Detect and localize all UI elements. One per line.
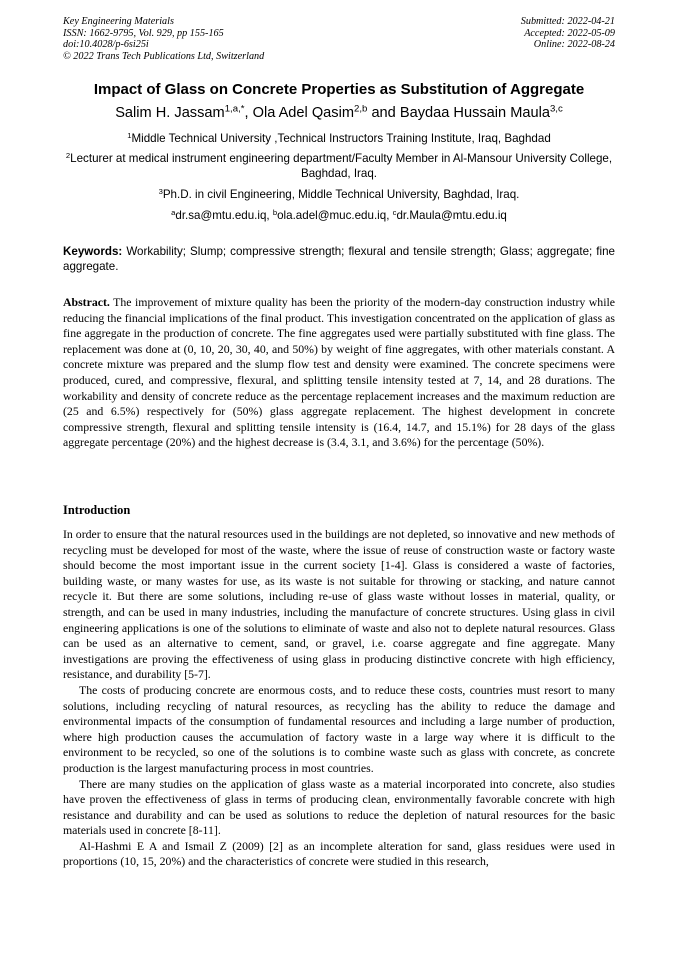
journal-header-left: [63, 16, 383, 62]
author-separator: ,: [244, 105, 253, 121]
abstract-section: [63, 295, 615, 451]
keywords-section: [63, 244, 615, 274]
author-affiliation-marker: 1,a,*: [224, 103, 245, 115]
author-name: Baydaa Hussain Maula: [399, 105, 550, 121]
issn-line: ISSN: 1662-9795, Vol. 929, pp 155-165: [63, 27, 224, 39]
online-date: Online: 2022-08-24: [533, 39, 615, 51]
email-link[interactable]: dr.sa@mtu.edu.iq,: [175, 209, 273, 222]
keywords-text: Workability; Slump; compressive strength; flexural and tensile strength; Glass; aggregate; fine aggregate.: [63, 245, 615, 273]
copyright-line: © 2022 Trans Tech Publications Ltd, Switzerland: [63, 50, 265, 62]
keywords-label: Keywords:: [63, 245, 123, 258]
affiliation-3: [63, 187, 615, 202]
abstract-label: Abstract.: [63, 295, 110, 309]
paragraph: In order to ensure that the natural resources used in the buildings are not depleted, so innovative and new methods of recycling must be developed for most of the waste, where the issue of reuse of construction waste or factory waste should become the most important issue in the current society [1-4]. Glass is considered a waste of factories, building waste, or many wastes for use, as its waste is not suitable for throwing or stacking, and nature cannot recycle it. But there are some solutions, including re-use of glass waste without losses in material, quality, or strength, and can be used in many industries, including the manufacture of concrete structures. Using glass in civil engineering applications is one of the solutions to eliminate of waste and also not to deplete natural resources. Glass can be used as an alternative to cement, sand, or gravel, i.e. coarse aggregate and fine aggregate. Many investigations are proving the effectiveness of using glass in producing distinctive concrete with high efficiency, resistance, and durability [5-7].: [63, 527, 615, 682]
affiliation-2: [63, 151, 615, 181]
journal-name: Key Engineering Materials: [63, 16, 174, 27]
affiliation-text: Lecturer at medical instrument engineering department/Faculty Member in Al-Mansour University College, Baghdad, Iraq.: [70, 152, 613, 180]
paper-title: Impact of Glass on Concrete Properties as Substitution of Aggregate: [93, 81, 585, 98]
email-marker: a: [171, 207, 176, 217]
introduction-body: [63, 527, 615, 870]
author-name: Ola Adel Qasim: [252, 105, 354, 121]
journal-header-right: [395, 16, 615, 51]
affiliation-marker: 2: [65, 150, 71, 160]
author-affiliation-marker: 3,c: [549, 103, 563, 115]
doi-line: doi:10.4028/p-6si25i: [63, 39, 149, 51]
author-list: [63, 104, 615, 122]
email-marker: b: [272, 207, 278, 217]
author-affiliation-marker: 2,b: [354, 103, 368, 115]
affiliation-marker: 3: [158, 186, 163, 196]
affiliation-marker: 1: [127, 130, 132, 140]
email-marker: c: [392, 207, 397, 217]
section-heading-introduction: Introduction: [63, 503, 131, 517]
affiliation-1: [63, 131, 615, 146]
email-link[interactable]: ola.adel@muc.edu.iq,: [277, 209, 393, 222]
author-emails: [63, 208, 615, 223]
paragraph: There are many studies on the application of glass waste as a material incorporated into concrete, also studies have proven the effectiveness of glass in terms of producing clean, environmentally favorable concrete with high resistance and durability and can be used as solutions to reduce the depletion of natural resources for the basic materials used in concrete [8-11].: [63, 776, 615, 838]
accepted-date: Accepted: 2022-05-09: [524, 27, 615, 39]
author-name: Salim H. Jassam: [115, 105, 225, 121]
author-separator: and: [367, 105, 400, 121]
submitted-date: Submitted: 2022-04-21: [520, 16, 615, 27]
paragraph: Al-Hashmi E A and Ismail Z (2009) [2] as an incomplete alteration for sand, glass residues were used in proportions (10, 15, 20%) and the characteristics of concrete were studied in this research,: [63, 838, 615, 869]
affiliation-text: Ph.D. in civil Engineering, Middle Technical University, Baghdad, Iraq.: [162, 188, 520, 201]
paragraph: The costs of producing concrete are enormous costs, and to reduce these costs, countries must resort to many solutions, including recycling of natural resources, as recycling has the ability to reduce the damage and environmental impacts of the consumption of fundamental resources and including a large number of production, where high production causes the accumulation of factory waste in a large way where it is difficult to the environment to be recycled, so one of the solutions is to combine waste such as glass with concrete, as concrete production is the largest manufacturing process in most countries.: [63, 682, 615, 775]
affiliation-text: Middle Technical University ,Technical Instructors Training Institute, Iraq, Baghdad: [131, 132, 551, 145]
email-link[interactable]: dr.Maula@mtu.edu.iq: [396, 209, 507, 222]
abstract-text: The improvement of mixture quality has been the priority of the modern-day construction industry while reducing the financial implications of the final product. This investigation concentrated on the application of glass as fine aggregate in the production of concrete. The fine aggregates used were partially substituted with fine glass. The replacement was done at (0, 10, 20, 30, 40, and 50%) by weight of fine aggregates, with other materials constant. A concrete mixture was prepared and the slump flow test and density were examined. The concrete specimens were produced, cured, and compressive, flexural, and splitting tensile intensity tested at 7, 14, and 28 durations. The workability and density of concrete reduce as the percentage replacement increases and the maximum reduction are (25 and 6.5%) respectively for (50%) glass aggregate replacement. The highest development in concrete compressive strength, flexural and splitting tensile intensity is (16.4, 14.7, and 15.1%) for 28 days of the glass aggregate percentage (20%) and the highest decrease is (3.4, 3.1, and 3.6%) for the percentage (50%).: [63, 295, 615, 450]
